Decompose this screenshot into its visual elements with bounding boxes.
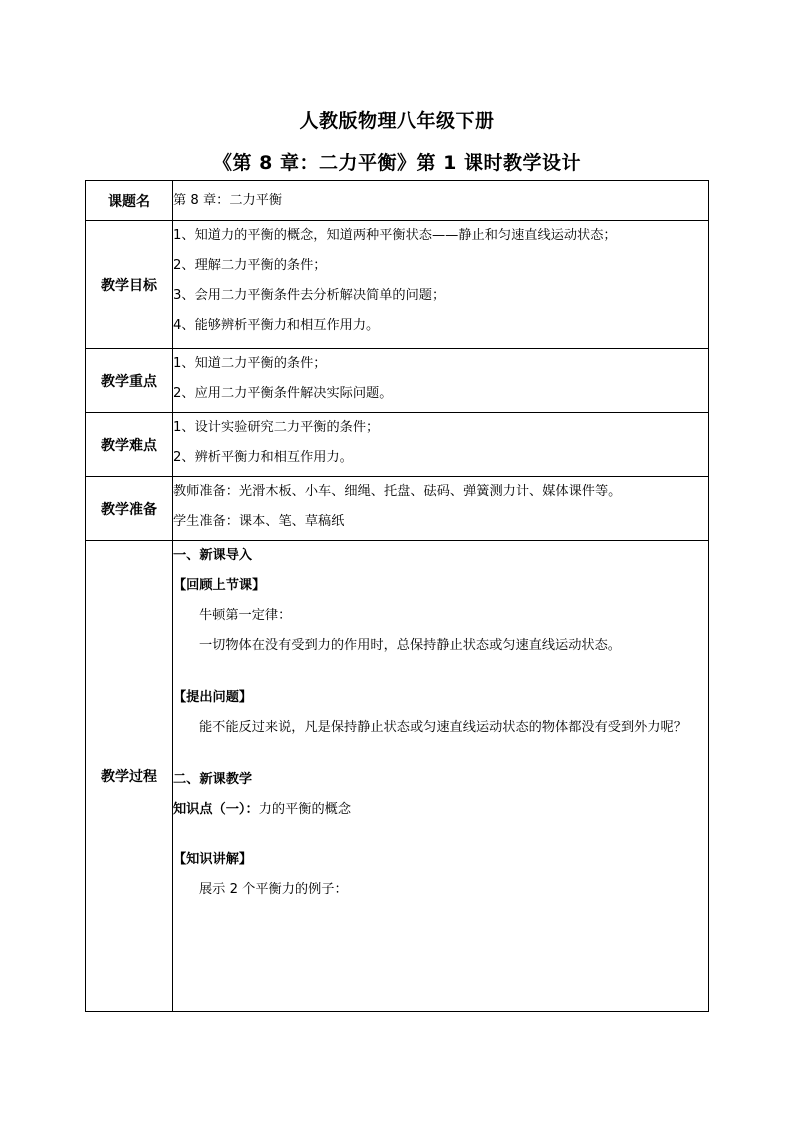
value-topic bbox=[173, 181, 709, 221]
explain-text: 展示 2 个平衡力的例子： bbox=[199, 882, 348, 897]
list-item: 3、会用二力平衡条件去分析解决简单的问题； bbox=[173, 288, 446, 303]
list-item: 教师准备：光滑木板、小车、细绳、托盘、砝码、弹簧测力计、媒体课件等。 bbox=[173, 484, 622, 499]
explain-heading: 【知识讲解】 bbox=[173, 852, 253, 867]
newton-law-title: 牛顿第一定律： bbox=[199, 608, 292, 623]
list-item: 1、知道力的平衡的概念，知道两种平衡状态——静止和匀速直线运动状态； bbox=[173, 228, 617, 243]
label-key-points: 教学重点 bbox=[86, 349, 173, 413]
label-process: 教学过程 bbox=[86, 541, 173, 1012]
value-process bbox=[173, 541, 709, 1012]
list-item: 2、应用二力平衡条件解决实际问题。 bbox=[173, 386, 393, 401]
value-key-points bbox=[173, 349, 709, 413]
list-item: 1、设计实验研究二力平衡的条件； bbox=[173, 420, 380, 435]
document-title: 人教版物理八年级下册 bbox=[299, 110, 495, 132]
section-heading: 一、新课导入 bbox=[173, 548, 253, 563]
newton-law-text: 一切物体在没有受到力的作用时，总保持静止状态或匀速直线运动状态。 bbox=[199, 638, 621, 653]
list-item: 1、知道二力平衡的条件； bbox=[173, 356, 327, 371]
review-heading: 【回顾上节课】 bbox=[173, 578, 266, 593]
document-subtitle: 《第 8 章：二力平衡》第 1 课时教学设计 bbox=[213, 152, 581, 174]
table-row-process bbox=[86, 541, 709, 1012]
section-heading: 二、新课教学 bbox=[173, 772, 253, 787]
label-topic: 课题名 bbox=[86, 181, 173, 221]
knowledge-title: 力的平衡的概念 bbox=[258, 802, 352, 817]
label-preparation: 教学准备 bbox=[86, 477, 173, 541]
value-preparation bbox=[173, 477, 709, 541]
lesson-plan-table bbox=[85, 180, 709, 1012]
knowledge-point bbox=[173, 795, 708, 825]
value-goals bbox=[173, 221, 709, 349]
question-heading: 【提出问题】 bbox=[173, 690, 253, 705]
table-row-topic bbox=[86, 181, 709, 221]
label-goals: 教学目标 bbox=[86, 221, 173, 349]
list-item: 4、能够辨析平衡力和相互作用力。 bbox=[173, 318, 380, 333]
table-row-difficulties bbox=[86, 413, 709, 477]
list-item: 2、理解二力平衡的条件； bbox=[173, 258, 327, 273]
list-item: 学生准备：课本、笔、草稿纸 bbox=[173, 514, 345, 529]
table-row-key-points bbox=[86, 349, 709, 413]
list-item: 2、辨析平衡力和相互作用力。 bbox=[173, 450, 353, 465]
knowledge-label: 知识点（一）： bbox=[173, 802, 259, 817]
label-difficulties: 教学难点 bbox=[86, 413, 173, 477]
table-row-preparation bbox=[86, 477, 709, 541]
table-row-goals bbox=[86, 221, 709, 349]
topic-text: 第 8 章：二力平衡 bbox=[173, 192, 283, 208]
question-text: 能不能反过来说，凡是保持静止状态或匀速直线运动状态的物体都没有受到外力呢？ bbox=[199, 720, 687, 735]
value-difficulties bbox=[173, 413, 709, 477]
